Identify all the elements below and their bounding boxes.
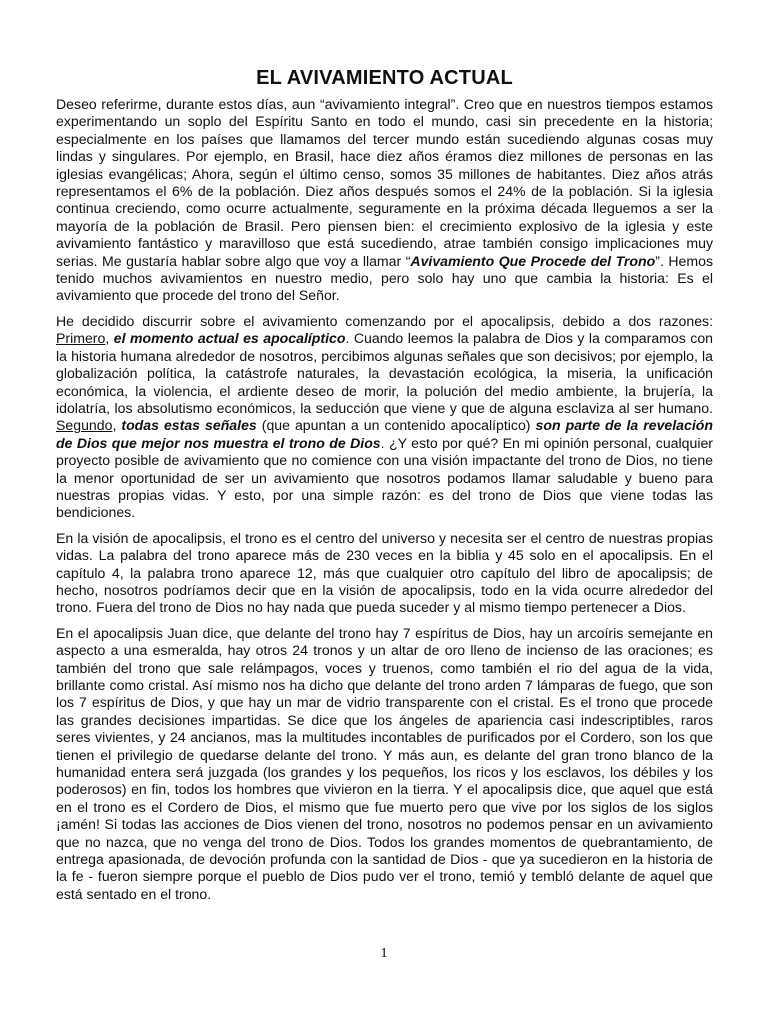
- paragraph-2-text-a: He decidido discurrir sobre el avivamiento comenzando por el apocalipsis, debido a dos razones:: [56, 312, 713, 329]
- paragraph-1-text-c: ”. Hemos tenido muchos avivamientos en nuestro medio, pero solo hay uno que cambia la historia: Es el avivamiento que procede del trono del Señor.: [56, 252, 713, 304]
- document-page: [56, 64, 713, 911]
- paragraph-2-text-k: . ¿Y esto por qué? En mi opinión personal, cualquier proyecto posible de avivamiento que no comience con una visión impactante del trono de Dios, no tiene la menor oportunidad de ser un avivamiento que nosotros podamos llamar saludable y bueno para nuestras propias vidas. Y esto, por una simple razón: es del trono de Dios que viene todas las bendiciones.: [56, 434, 713, 521]
- underlined-primero: Primero: [56, 330, 106, 347]
- paragraph-1: [56, 96, 713, 305]
- emphasis-revelacion-trono: son parte de la revelación de Dios que mejor nos muestra el trono de Dios: [56, 417, 713, 451]
- emphasis-todas-senales: todas estas señales: [121, 417, 257, 434]
- paragraph-2-text-c: ,: [105, 330, 114, 347]
- emphasis-momento-actual: el momento actual es apocalíptico: [113, 330, 346, 347]
- paragraph-1-text-a: Deseo referirme, durante estos días, aun “avivamiento integral”. Creo que en nuestros tiempos estamos experimentando un soplo del Espíritu Santo en todo el mundo, casi sin precedente en la historia; especialmente en los países que llamamos del tercer mundo están sucediendo algunas cosas muy lindas y singulares. Por ejemplo, en Brasil, hace diez años éramos diez millones de personas en las iglesias evangélicas; Ahora, según el último censo, somos 35 millones de habitantes. Diez años atrás representamos el 6% de la población. Diez años después somos el 24% de la población. Si la iglesia continua creciendo, como ocurre actualmente, seguramente en la próxima década lleguemos a ser la mayoría de la población de Brasil. Pero piensen bien: el crecimiento explosivo de la iglesia y este avivamiento fantástico y maravilloso que está sucediendo, atrae también consigo implicaciones muy serias. Me gustaría hablar sobre algo que voy a llamar “: [56, 96, 713, 269]
- underlined-segundo: Segundo: [56, 417, 113, 434]
- paragraph-2-text-e: . Cuando leemos la palabra de Dios y la comparamos con la historia humana alrededor de nosotros, percibimos algunas señales que son decisivos; por ejemplo, la globalización política, la catástrofe naturales, la devastación ecológica, la miseria, la unificación económica, la violencia, el ardiente deseo de morir, la polución del medio ambiente, la brujería, la idolatría, los absolutismo económicos, la seducción que viene y que de alguna esclaviza al ser humano.: [56, 330, 713, 416]
- emphasis-avivamiento-trono: Avivamiento Que Procede del Trono: [410, 252, 656, 269]
- paragraph-2: [56, 313, 713, 522]
- paragraph-4: En el apocalipsis Juan dice, que delante del trono hay 7 espíritus de Dios, hay un arcoíris semejante en aspecto a una esmeralda, hay otros 24 tronos y un altar de oro lleno de incienso de las oraciones; es también del trono que sale relámpagos, voces y truenos, como también el rio del agua de la vida, brillante como cristal. Así mismo nos ha dicho que delante del trono arden 7 lámparas de fuego, que son los 7 espíritus de Dios, y que hay un mar de vidrio transparente con el cristal. Es el trono que procede las grandes decisiones impartidas. Se dice que los ángeles de apariencia casi indescriptibles, raros seres vivientes, y 24 ancianos, mas la multitudes incontables de purificados por el Cordero, son los que tienen el privilegio de quedarse delante del trono. Y más aun, es delante del gran trono blanco de la humanidad entera será juzgada (los grandes y los pequeños, los ricos y los esclavos, los débiles y los poderosos) en fin, todos los hombres que vivieron en la tierra. Y el apocalipsis dice, que aquel que está en el trono es el Cordero de Dios, el mismo que fue muerto pero que vive por los siglos de los siglos ¡amén! Si todas las acciones de Dios vienen del trono, nosotros no podemos pensar en un avivamiento que no nazca, que no venga del trono de Dios. Todos los grandes momentos de quebrantamiento, de entrega apasionada, de devoción profunda con la santidad de Dios - que ya sucedieron en la historia de la fe - fueron siempre porque el pueblo de Dios pudo ver el trono, temió y tembló delante de aquel que está sentado en el trono.: [56, 624, 713, 902]
- paragraph-2-text-g: ,: [112, 417, 122, 434]
- paragraph-2-text-i: (que apuntan a un contenido apocalíptico): [256, 417, 536, 434]
- page-number: 1: [380, 946, 388, 961]
- document-title: EL AVIVAMIENTO ACTUAL: [256, 67, 513, 89]
- paragraph-3: En la visión de apocalipsis, el trono es el centro del universo y necesita ser el centro de nuestras propias vidas. La palabra del trono aparece más de 230 veces en la biblia y 45 solo en el apocalipsis. En el capítulo 4, la palabra trono aparece 12, más que cualquier otro capítulo del libro de apocalipsis; de hecho, nosotros podríamos decir que en la visión de apocalipsis, todo en la vida ocurre alrededor del trono. Fuera del trono de Dios no hay nada que pueda suceder y al mismo tiempo pertenecer a Dios.: [56, 529, 713, 616]
